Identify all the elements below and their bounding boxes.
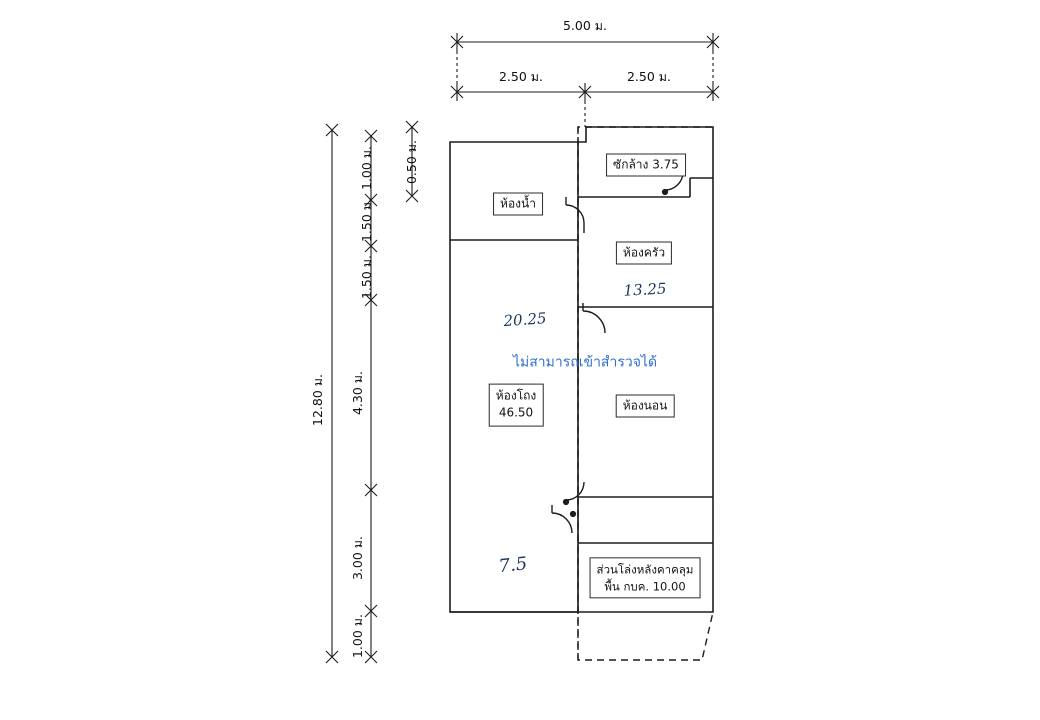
room-label-bathroom: ห้องน้ำ	[493, 193, 543, 216]
top-dimension-lines	[451, 33, 719, 127]
room-label-kitchen: ห้องครัว	[616, 242, 672, 265]
dim-overall-depth: 12.80 ม.	[310, 374, 326, 426]
dim-overall-width: 5.00 ม.	[562, 18, 608, 34]
dim-right-bay: 2.50 ม.	[626, 69, 672, 85]
room-label-hall	[489, 384, 544, 427]
room-label-rear-open-area	[590, 557, 701, 598]
handwritten-note-2: 13.25	[623, 279, 667, 300]
room-label-bedroom: ห้องนอน	[616, 395, 675, 418]
handwritten-note-3: 7.5	[497, 553, 529, 578]
dim-seg-1-50-a: 1.50 ม.	[359, 254, 375, 300]
dim-seg-1-00-top: 1.00 ม.	[359, 145, 375, 191]
handwritten-note-1: 20.25	[502, 309, 548, 331]
dim-seg-1-00-bottom: 1.00 ม.	[350, 613, 366, 659]
room-label-hall-text: ห้องโถง	[495, 388, 537, 403]
dim-seg-3-00: 3.00 ม.	[350, 535, 366, 581]
rear-open-area-line2: พื้น กบค. 10.00	[604, 579, 686, 593]
rear-open-area-line1: ส่วนโล่งหลังคาคลุม	[596, 562, 694, 577]
dim-left-bay: 2.50 ม.	[498, 69, 544, 85]
room-label-laundry: ซักล้าง 3.75	[606, 154, 686, 177]
dim-seg-0-50: 0.50 ม.	[404, 139, 420, 185]
dim-seg-4-30: 4.30 ม.	[350, 370, 366, 416]
room-label-hall-value: 46.50	[498, 406, 534, 420]
door-symbols	[552, 172, 683, 533]
dim-seg-1-50-b: 1.50 ม.	[359, 197, 375, 243]
annotation-no-access: ไม่สามารถเข้าสำรวจได้	[512, 354, 658, 371]
